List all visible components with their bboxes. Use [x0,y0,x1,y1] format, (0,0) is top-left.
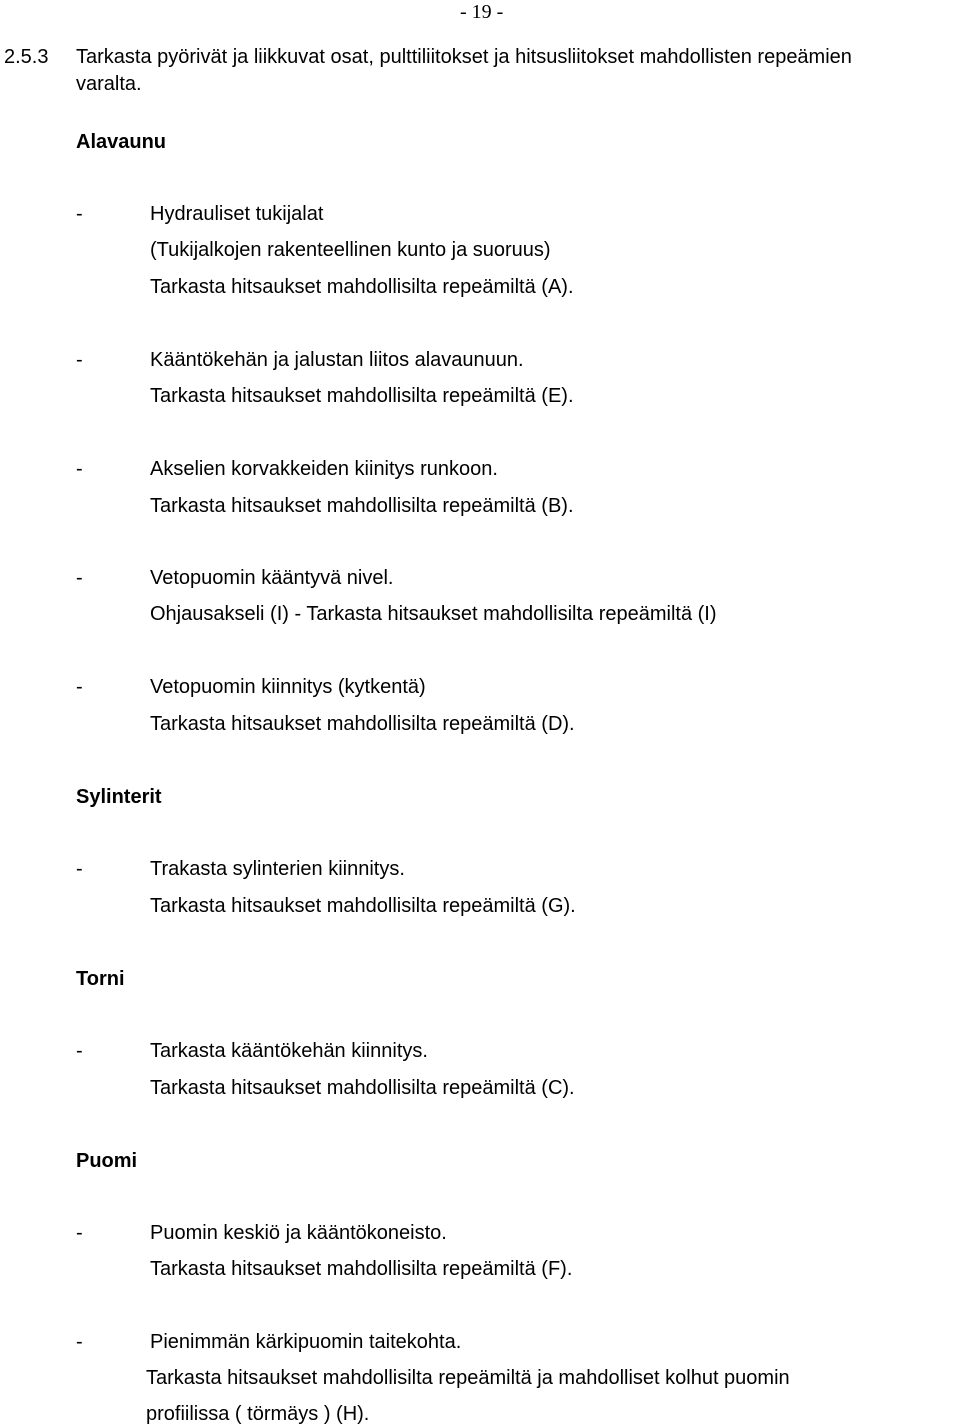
group-heading-puomi: Puomi [76,1150,138,1172]
group-heading-sylinterit: Sylinterit [76,786,162,808]
list-item-dash: - [76,1222,83,1244]
section-title-continued: varalta. [76,73,142,95]
list-item-text: Ohjausakseli (I) - Tarkasta hitsaukset mahdollisilta repeämiltä (I) [150,603,717,625]
list-item-dash: - [76,1331,83,1353]
group-heading-torni: Torni [76,968,125,990]
list-item-title: Puomin keskiö ja kääntökoneisto. [150,1222,447,1244]
list-item-title: Tarkasta kääntökehän kiinnitys. [150,1040,428,1062]
list-item-dash: - [76,1040,83,1062]
list-item-dash: - [76,458,83,480]
list-item-dash: - [76,203,83,225]
list-item-text: Tarkasta hitsaukset mahdollisilta repeämiltä (D). [150,713,575,735]
list-item-dash: - [76,567,83,589]
group-heading-alavaunu: Alavaunu [76,131,167,153]
list-item-title: Trakasta sylinterien kiinnitys. [150,858,405,880]
list-item-text: Tarkasta hitsaukset mahdollisilta repeämiltä (B). [150,495,574,517]
list-item-title: Vetopuomin kiinnitys (kytkentä) [150,676,426,698]
list-item-text: Tarkasta hitsaukset mahdollisilta repeämiltä (G). [150,895,576,917]
section-title: Tarkasta pyörivät ja liikkuvat osat, pulttiliitokset ja hitsusliitokset mahdollisten repeämien [76,46,852,68]
list-item-dash: - [76,676,83,698]
list-item-text: Tarkasta hitsaukset mahdollisilta repeämiltä (A). [150,276,574,298]
section-number: 2.5.3 [4,46,49,68]
list-item-text: profiilissa ( törmäys ) (H). [146,1403,370,1425]
list-item-dash: - [76,349,83,371]
list-item-title: Akselien korvakkeiden kiinitys runkoon. [150,458,498,480]
page-number: - 19 - [460,1,504,23]
list-item-title: Kääntökehän ja jalustan liitos alavaunuun. [150,349,524,371]
list-item-text: Tarkasta hitsaukset mahdollisilta repeämiltä ja mahdolliset kolhut puomin [146,1367,790,1389]
list-item-dash: - [76,858,83,880]
list-item-text: Tarkasta hitsaukset mahdollisilta repeämiltä (F). [150,1258,573,1280]
list-item-title: Hydrauliset tukijalat [150,203,324,225]
list-item-title: Pienimmän kärkipuomin taitekohta. [150,1331,462,1353]
list-item-text: (Tukijalkojen rakenteellinen kunto ja suoruus) [150,239,551,261]
list-item-text: Tarkasta hitsaukset mahdollisilta repeämiltä (E). [150,385,574,407]
list-item-title: Vetopuomin kääntyvä nivel. [150,567,394,589]
list-item-text: Tarkasta hitsaukset mahdollisilta repeämiltä (C). [150,1077,575,1099]
